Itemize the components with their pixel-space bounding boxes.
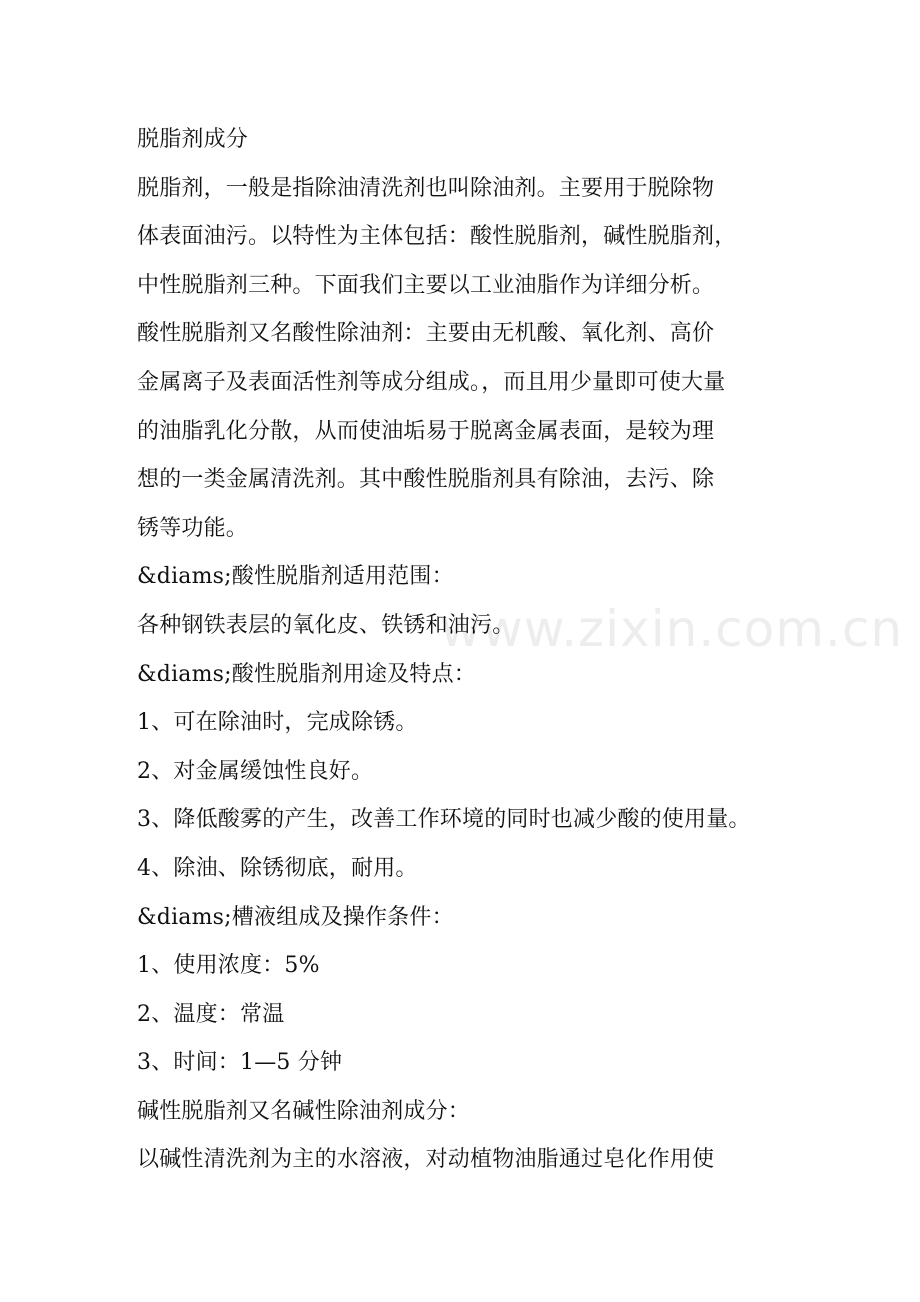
document-body [137,116,797,1185]
paragraph-line: 各种钢铁表层的氧化皮、铁锈和油污。 [137,612,515,638]
list-item: 4、除油、除锈彻底，耐用。 [137,855,418,881]
section-heading: 碱性脱脂剂又名碱性除油剂成分： [137,1098,471,1124]
paragraph-line: 锈等功能。 [137,515,249,541]
section-heading: &diams;酸性脱脂剂适用范围： [137,564,454,590]
paragraph-line: 中性脱脂剂三种。下面我们主要以工业油脂作为详细分析。 [137,272,715,298]
paragraph-line: 以碱性清洗剂为主的水溶液，对动植物油脂通过皂化作用使 [137,1147,715,1173]
list-item: 1、使用浓度：5% [137,953,320,979]
paragraph-line: 的油脂乳化分散，从而使油垢易于脱离金属表面，是较为理 [137,418,715,444]
paragraph-line: 脱脂剂，一般是指除油清洗剂也叫除油剂。主要用于脱除物 [137,175,715,201]
list-item: 2、对金属缓蚀性良好。 [137,758,374,784]
doc-title: 脱脂剂成分 [137,127,249,152]
list-item: 1、可在除油时，完成除锈。 [137,710,418,736]
section-heading: &diams;槽液组成及操作条件： [137,904,454,930]
list-item: 3、降低酸雾的产生，改善工作环境的同时也减少酸的使用量。 [137,807,751,833]
paragraph-line: 体表面油污。以特性为主体包括：酸性脱脂剂，碱性脱脂剂， [137,224,737,250]
paragraph-line: 酸性脱脂剂又名酸性除油剂：主要由无机酸、氧化剂、高价 [137,321,715,347]
paragraph-line: 金属离子及表面活性剂等成分组成。，而且用少量即可使大量 [137,369,726,395]
watermark: www.zixin.com.cn [440,600,904,658]
section-heading: &diams;酸性脱脂剂用途及特点： [137,661,476,687]
list-item: 3、时间：1—5 分钟 [137,1050,343,1076]
list-item: 2、温度：常温 [137,1001,285,1027]
paragraph-line: 想的一类金属清洗剂。其中酸性脱脂剂具有除油，去污、除 [137,467,715,493]
